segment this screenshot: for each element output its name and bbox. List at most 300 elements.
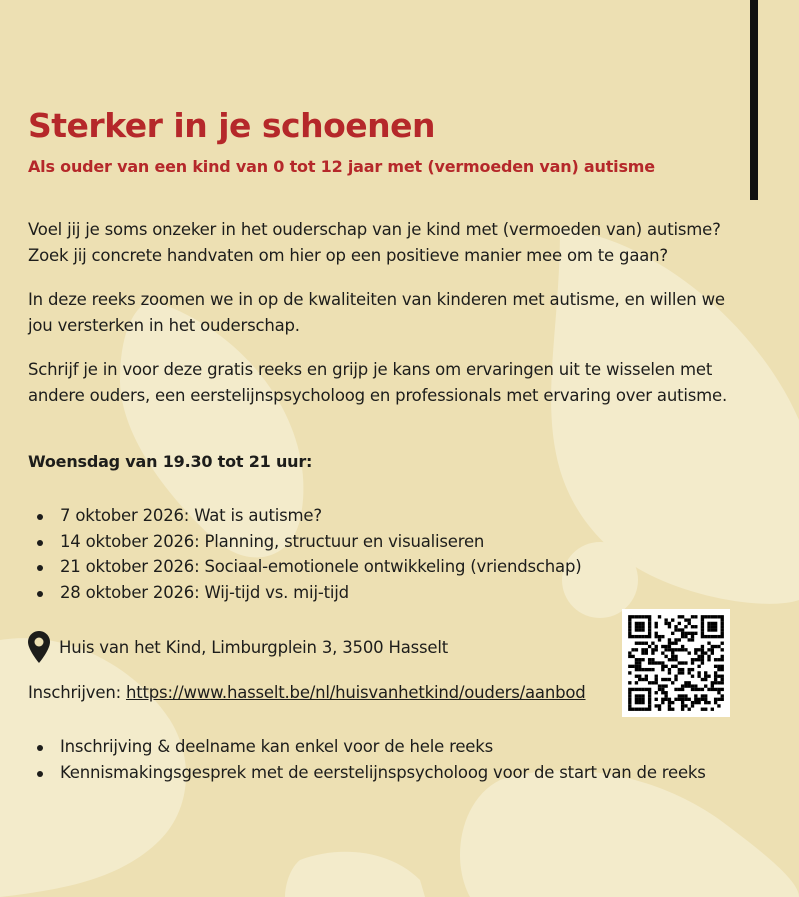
qr-module [638, 622, 641, 625]
qr-module [678, 622, 681, 625]
qr-module [714, 645, 717, 648]
qr-module [645, 675, 648, 678]
qr-module [641, 698, 644, 701]
qr-module [707, 688, 710, 691]
qr-module [641, 625, 644, 628]
qr-module [678, 615, 681, 618]
qr-module [664, 691, 667, 694]
qr-module [638, 701, 641, 704]
qr-module [701, 622, 704, 625]
qr-module [645, 635, 648, 638]
qr-module [655, 691, 658, 694]
qr-module [628, 628, 631, 631]
qr-module [671, 651, 674, 654]
qr-module [721, 628, 724, 631]
qr-module [714, 622, 717, 625]
qr-module [661, 691, 664, 694]
qr-module [628, 615, 631, 618]
page-subtitle: Als ouder van een kind van 0 tot 12 jaar met (vermoeden van) autisme [28, 157, 655, 176]
qr-module [635, 615, 638, 618]
qr-module [684, 694, 687, 697]
qr-module [688, 708, 691, 711]
qr-module [711, 645, 714, 648]
qr-module [638, 694, 641, 697]
qr-module [681, 668, 684, 671]
qr-module [688, 622, 691, 625]
qr-module [658, 708, 661, 711]
qr-module [701, 655, 704, 658]
notes-list [28, 734, 706, 785]
qr-module [635, 701, 638, 704]
qr-module [681, 645, 684, 648]
qr-module [671, 665, 674, 668]
qr-module [674, 675, 677, 678]
qr-module [691, 632, 694, 635]
qr-module [645, 688, 648, 691]
qr-module [628, 618, 631, 621]
qr-module [707, 622, 710, 625]
qr-module [655, 704, 658, 707]
qr-module [717, 645, 720, 648]
list-item [28, 529, 581, 555]
qr-module [664, 618, 667, 621]
qr-module [697, 671, 700, 674]
qr-module [711, 622, 714, 625]
qr-module [681, 635, 684, 638]
qr-module [701, 645, 704, 648]
qr-module [661, 678, 664, 681]
qr-module [681, 708, 684, 711]
qr-module [668, 708, 671, 711]
qr-module [674, 665, 677, 668]
qr-module [674, 688, 677, 691]
qr-module [717, 698, 720, 701]
qr-module [661, 635, 664, 638]
qr-module [645, 648, 648, 651]
qr-module [697, 648, 700, 651]
qr-module [704, 675, 707, 678]
session-text: 28 oktober 2026: Wij-tijd vs. mij-tijd [60, 582, 349, 602]
signup-link[interactable]: https://www.hasselt.be/nl/huisvanhetkind/ouders/aanbod [125, 683, 586, 702]
qr-module [694, 625, 697, 628]
qr-module [668, 622, 671, 625]
qr-module [628, 622, 631, 625]
qr-module [648, 615, 651, 618]
qr-module [674, 625, 677, 628]
qr-module [658, 704, 661, 707]
qr-module [704, 708, 707, 711]
qr-module [678, 661, 681, 664]
qr-module [671, 648, 674, 651]
qr-module [694, 698, 697, 701]
qr-module [694, 651, 697, 654]
qr-module [681, 704, 684, 707]
qr-module [671, 642, 674, 645]
qr-module [628, 691, 631, 694]
qr-module [678, 628, 681, 631]
qr-module [655, 681, 658, 684]
qr-module [704, 635, 707, 638]
qr-module [711, 681, 714, 684]
qr-module [671, 618, 674, 621]
qr-module [648, 708, 651, 711]
qr-module [694, 688, 697, 691]
qr-module [674, 678, 677, 681]
qr-module [655, 635, 658, 638]
qr-module [638, 675, 641, 678]
qr-module [645, 708, 648, 711]
qr-module [681, 661, 684, 664]
qr-module [711, 708, 714, 711]
qr-module [655, 648, 658, 651]
qr-module [628, 688, 631, 691]
qr-module [681, 701, 684, 704]
qr-module [681, 684, 684, 687]
qr-module [628, 665, 631, 668]
qr-module [648, 694, 651, 697]
qr-module [635, 708, 638, 711]
qr-module [674, 648, 677, 651]
qr-module [707, 615, 710, 618]
qr-module [691, 661, 694, 664]
qr-module [641, 648, 644, 651]
qr-module [704, 615, 707, 618]
qr-module [635, 642, 638, 645]
qr-module [631, 615, 634, 618]
session-text: 21 oktober 2026: Sociaal-emotionele ontwikkeling (vriendschap) [60, 557, 582, 576]
qr-module [684, 684, 687, 687]
qr-module [651, 661, 654, 664]
qr-module [635, 628, 638, 631]
qr-module [681, 698, 684, 701]
qr-module [694, 648, 697, 651]
qr-module [704, 701, 707, 704]
qr-module [711, 628, 714, 631]
qr-module [641, 651, 644, 654]
qr-module [664, 678, 667, 681]
qr-module [678, 638, 681, 641]
qr-module [648, 668, 651, 671]
qr-module [628, 655, 631, 658]
qr-module [721, 618, 724, 621]
qr-module [641, 622, 644, 625]
qr-module [641, 628, 644, 631]
qr-module [701, 618, 704, 621]
list-item [28, 503, 581, 529]
qr-module [691, 675, 694, 678]
qr-module [678, 668, 681, 671]
qr-module [664, 694, 667, 697]
qr-module [628, 708, 631, 711]
qr-module [651, 648, 654, 651]
location-text: Huis van het Kind, Limburgplein 3, 3500 Hasselt [59, 637, 449, 657]
qr-module [628, 694, 631, 697]
qr-module [651, 681, 654, 684]
qr-module [717, 688, 720, 691]
qr-module [674, 655, 677, 658]
qr-module [661, 665, 664, 668]
qr-module [638, 698, 641, 701]
qr-module [684, 681, 687, 684]
qr-module [638, 688, 641, 691]
qr-module [651, 668, 654, 671]
qr-module [704, 671, 707, 674]
qr-module [648, 701, 651, 704]
qr-module [711, 648, 714, 651]
qr-module [638, 678, 641, 681]
qr-module [674, 628, 677, 631]
qr-module [635, 675, 638, 678]
qr-module [688, 668, 691, 671]
qr-module [638, 665, 641, 668]
qr-module [684, 661, 687, 664]
qr-module [714, 681, 717, 684]
qr-module [711, 684, 714, 687]
qr-module [668, 671, 671, 674]
list-item [28, 734, 706, 760]
qr-module [721, 622, 724, 625]
qr-module [714, 701, 717, 704]
qr-module [641, 635, 644, 638]
qr-module [684, 635, 687, 638]
qr-module [631, 655, 634, 658]
qr-module [628, 681, 631, 684]
qr-module [635, 665, 638, 668]
qr-module [694, 701, 697, 704]
qr-module [668, 638, 671, 641]
qr-module [648, 632, 651, 635]
qr-module [721, 688, 724, 691]
qr-module [697, 688, 700, 691]
qr-module [641, 642, 644, 645]
qr-module [681, 632, 684, 635]
qr-module [714, 678, 717, 681]
qr-module [714, 628, 717, 631]
qr-module [694, 632, 697, 635]
qr-module [717, 665, 720, 668]
qr-module [711, 651, 714, 654]
qr-module [664, 648, 667, 651]
qr-module [681, 648, 684, 651]
qr-module [661, 651, 664, 654]
qr-module [671, 681, 674, 684]
qr-module [714, 671, 717, 674]
qr-module [655, 678, 658, 681]
qr-module [688, 684, 691, 687]
qr-module [661, 668, 664, 671]
qr-module [645, 668, 648, 671]
qr-module [638, 661, 641, 664]
qr-module [707, 635, 710, 638]
qr-module [631, 688, 634, 691]
qr-module [681, 688, 684, 691]
qr-module [635, 635, 638, 638]
qr-module [717, 615, 720, 618]
qr-module [641, 678, 644, 681]
qr-module [721, 615, 724, 618]
bullet-icon [37, 540, 43, 546]
qr-module [697, 655, 700, 658]
qr-module [701, 651, 704, 654]
signup-line [28, 683, 586, 702]
qr-module [628, 698, 631, 701]
qr-module [635, 648, 638, 651]
location [28, 630, 448, 664]
qr-module [721, 678, 724, 681]
qr-module [678, 698, 681, 701]
qr-module [664, 622, 667, 625]
qr-module [707, 701, 710, 704]
qr-module [631, 665, 634, 668]
qr-module [658, 638, 661, 641]
qr-module [664, 655, 667, 658]
qr-module [648, 628, 651, 631]
qr-module [721, 658, 724, 661]
map-pin-icon [28, 631, 50, 663]
qr-module [671, 655, 674, 658]
qr-module [645, 678, 648, 681]
qr-module [628, 635, 631, 638]
qr-module [694, 684, 697, 687]
qr-module [711, 615, 714, 618]
qr-module [631, 635, 634, 638]
qr-module [638, 668, 641, 671]
qr-module [648, 618, 651, 621]
qr-module [684, 648, 687, 651]
qr-module [711, 635, 714, 638]
note-text: Inschrijving & deelname kan enkel voor de hele reeks [60, 737, 493, 756]
qr-module [658, 688, 661, 691]
qr-module [668, 704, 671, 707]
qr-module [701, 628, 704, 631]
qr-module [688, 638, 691, 641]
bullet-icon [37, 514, 43, 520]
qr-module [664, 665, 667, 668]
qr-module [707, 642, 710, 645]
qr-module [638, 615, 641, 618]
qr-module [721, 694, 724, 697]
qr-module [721, 635, 724, 638]
qr-module [628, 704, 631, 707]
qr-module [668, 678, 671, 681]
qr-module [714, 625, 717, 628]
qr-module [635, 688, 638, 691]
qr-module [655, 625, 658, 628]
qr-module [668, 698, 671, 701]
page-title: Sterker in je schoenen [28, 106, 435, 145]
qr-module [701, 632, 704, 635]
qr-module [635, 622, 638, 625]
qr-module [641, 615, 644, 618]
qr-module [721, 642, 724, 645]
qr-module [651, 642, 654, 645]
decorative-bar [750, 0, 758, 200]
qr-module [671, 701, 674, 704]
qr-module [638, 658, 641, 661]
qr-module [635, 658, 638, 661]
qr-module [714, 665, 717, 668]
qr-module [707, 655, 710, 658]
intro-paragraph: Voel jij je soms onzeker in het ouderschap van je kind met (vermoeden van) autisme? Zoek jij concrete handvaten om hier op een positieve manier mee om te gaan? [28, 220, 721, 265]
qr-module [681, 694, 684, 697]
qr-module [648, 645, 651, 648]
qr-module [661, 701, 664, 704]
qr-module [714, 688, 717, 691]
qr-module [684, 632, 687, 635]
qr-module [671, 632, 674, 635]
qr-module [721, 668, 724, 671]
qr-module [631, 648, 634, 651]
qr-module [701, 688, 704, 691]
qr-module [668, 645, 671, 648]
qr-code[interactable] [622, 609, 730, 717]
qr-module [641, 668, 644, 671]
qr-module [651, 658, 654, 661]
qr-module [628, 701, 631, 704]
qr-module [638, 708, 641, 711]
list-item [28, 760, 706, 786]
qr-module [688, 698, 691, 701]
qr-module [671, 708, 674, 711]
qr-module [661, 688, 664, 691]
qr-module [691, 635, 694, 638]
qr-module [648, 688, 651, 691]
qr-module [697, 698, 700, 701]
qr-module [701, 708, 704, 711]
session-list [28, 503, 581, 605]
qr-module [678, 671, 681, 674]
qr-module [721, 648, 724, 651]
qr-module [628, 651, 631, 654]
bullet-icon [37, 565, 43, 571]
qr-module [628, 625, 631, 628]
qr-module [668, 625, 671, 628]
qr-module [641, 708, 644, 711]
qr-module [684, 698, 687, 701]
qr-module [717, 675, 720, 678]
qr-module [691, 701, 694, 704]
qr-module [704, 651, 707, 654]
qr-module [721, 698, 724, 701]
qr-module [678, 688, 681, 691]
qr-module [638, 635, 641, 638]
qr-module [674, 638, 677, 641]
qr-module [648, 698, 651, 701]
qr-module [714, 675, 717, 678]
qr-module [721, 625, 724, 628]
qr-module [701, 698, 704, 701]
qr-module [707, 658, 710, 661]
qr-module [655, 661, 658, 664]
qr-module [645, 615, 648, 618]
qr-module [668, 648, 671, 651]
note-text: Kennismakingsgesprek met de eerstelijnspsycholoog voor de start van de reeks [60, 762, 706, 782]
qr-module [674, 642, 677, 645]
qr-module [681, 615, 684, 618]
qr-module [648, 661, 651, 664]
qr-module [684, 704, 687, 707]
qr-module [707, 675, 710, 678]
qr-module [671, 658, 674, 661]
qr-module [701, 635, 704, 638]
qr-module [655, 645, 658, 648]
qr-module [645, 642, 648, 645]
series-paragraph: In deze reeks zoomen we in op de kwaliteiten van kinderen met autisme, en willen we jou versterken in het ouderschap. [28, 290, 725, 335]
qr-module [678, 694, 681, 697]
qr-module [721, 665, 724, 668]
qr-module [704, 698, 707, 701]
qr-module [674, 698, 677, 701]
